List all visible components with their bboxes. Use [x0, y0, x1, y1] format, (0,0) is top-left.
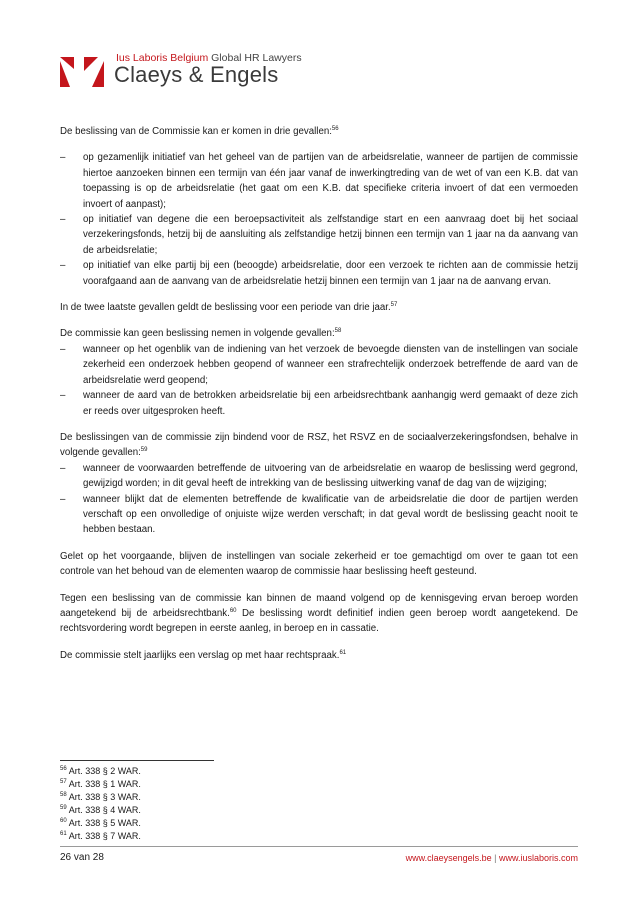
footnote-ref[interactable]: 57 — [390, 302, 398, 309]
footnote-ref[interactable]: 59 — [140, 447, 148, 454]
bullet-list — [60, 461, 578, 538]
footnote-ref[interactable]: 58 — [334, 328, 342, 335]
footnote-ref[interactable]: 60 — [229, 607, 237, 614]
document-body — [60, 124, 578, 674]
list-item: – wanneer de voorwaarden betreffende de uitvoering van de arbeidsrelatie en waarop de beslissing werd gegrond, gewijzigd worden; in dit geval heeft de intrekking van de beslissing uitwerking vanaf de dag van de wijziging; — [60, 461, 578, 492]
logo-mark-icon — [60, 57, 104, 87]
firm-logo — [60, 52, 300, 94]
paragraph: In de twee laatste gevallen geldt de beslissing voor een periode van drie jaar.$^{57}$ — [60, 302, 398, 314]
list-item: – wanneer blijkt dat de elementen betreffende de kwalificatie van de arbeidsrelatie die door de partijen werden verschaft op een onvolledige of onjuiste wijze werden verschaft; in dat geval wordt de beslissing geacht nooit te hebben bestaan. — [60, 492, 578, 538]
bullet-list — [60, 150, 578, 289]
paragraph: Tegen een beslissing van de commissie kan binnen de maand volgend op de kennisgeving ervan beroep worden aangetekend bij de arbeidsrechtbank.$^{60}$ De beslissing wordt definitief indien geen beroep wordt aangetekend. De rechtsvordering wordt begrepen in eerste aanleg, in beroep en in cassatie. — [60, 592, 579, 635]
footnote: $^{57}$ Art. 338 § 1 WAR. — [60, 778, 141, 789]
list-item: – op initiatief van degene die een beroepsactiviteit als zelfstandige start en een aanvraag doet bij het sociaal verzekeringsfonds, hetzij bij de aansluiting als zelfstandige hetzij binnen een termijn van 1 jaar na da aanvang van de arbeidsrelatie; — [60, 212, 578, 258]
website-link[interactable]: www.claeysengels.be — [405, 853, 492, 863]
footer-divider — [60, 846, 578, 847]
logo-tagline: Ius Laboris Belgium Global HR Lawyers — [116, 52, 302, 64]
website-link[interactable]: www.iuslaboris.com — [498, 853, 578, 863]
footnote: $^{60}$ Art. 338 § 5 WAR. — [60, 817, 141, 828]
paragraph: De beslissing van de Commissie kan er komen in drie gevallen:$^{56}$ — [60, 126, 339, 137]
footnote-ref[interactable]: 61 — [339, 649, 347, 656]
firm-name: Claeys & Engels — [114, 62, 279, 87]
list-item: – op gezamenlijk initiatief van het geheel van de partijen van de arbeidsrelatie, wanneer de partijen de commissie hiertoe aanzoeken binnen een termijn van één jaar vanaf de inwerkingtreding van de wet of van een K.B. dat van toepassing is op de arbeidsrelatie (het gaat om een K.B. dat specifieke criteria invoert of dat een vermoeden invoert of aanpast); — [60, 150, 578, 212]
paragraph: De commissie stelt jaarlijks een verslag op met haar rechtspraak.$^{61}$ — [60, 649, 347, 661]
footer-links: www.claeysengels.be | www.iuslaboris.com — [405, 853, 578, 863]
footnote: $^{59}$ Art. 338 § 4 WAR. — [60, 804, 141, 815]
paragraph: De beslissingen van de commissie zijn bindend voor de RSZ, het RSVZ en de sociaalverzekeringsfondsen, behalve in volgende gevallen:$^{59}$ — [60, 431, 578, 459]
footnote: $^{58}$ Art. 338 § 3 WAR. — [60, 791, 141, 802]
footnote-divider — [60, 760, 214, 761]
footnote: $^{61}$ Art. 338 § 7 WAR. — [60, 830, 141, 841]
list-item: – wanneer de aard van de betrokken arbeidsrelatie bij een arbeidsrechtbank aanhangig werd gemaakt of deze zich er reeds over uitgesproken heeft. — [60, 388, 578, 419]
footnotes — [60, 765, 141, 842]
footnote: $^{56}$ Art. 338 § 2 WAR. — [60, 766, 141, 776]
footnote-ref[interactable]: 56 — [331, 126, 339, 132]
list-item: – wanneer op het ogenblik van de indiening van het verzoek de bevoegde diensten van de instellingen van sociale zekerheid een onderzoek hebben geopend of wanneer een strafrechtelijk onderzoek betreffende de aard van de arbeidsrelatie werd geopend; — [60, 342, 578, 388]
list-item: – op initiatief van elke partij bij een (beoogde) arbeidsrelatie, door een verzoek te richten aan de commissie hetzij voorafgaand aan de aanvang van de arbeidsrelatie hetzij binnen een termijn van 1 jaar na de aanvang ervan. — [60, 258, 578, 289]
page-number: 26 van 28 — [60, 852, 104, 863]
bullet-list — [60, 342, 578, 419]
paragraph: De commissie kan geen beslissing nemen in volgende gevallen:$^{58}$ — [60, 328, 342, 340]
paragraph: Gelet op het voorgaande, blijven de instellingen van sociale zekerheid er toe gemachtigd om over te gaan tot een controle van het behoud van de elementen waarop de commissie haar beslissing heeft gesteund. — [60, 550, 578, 578]
